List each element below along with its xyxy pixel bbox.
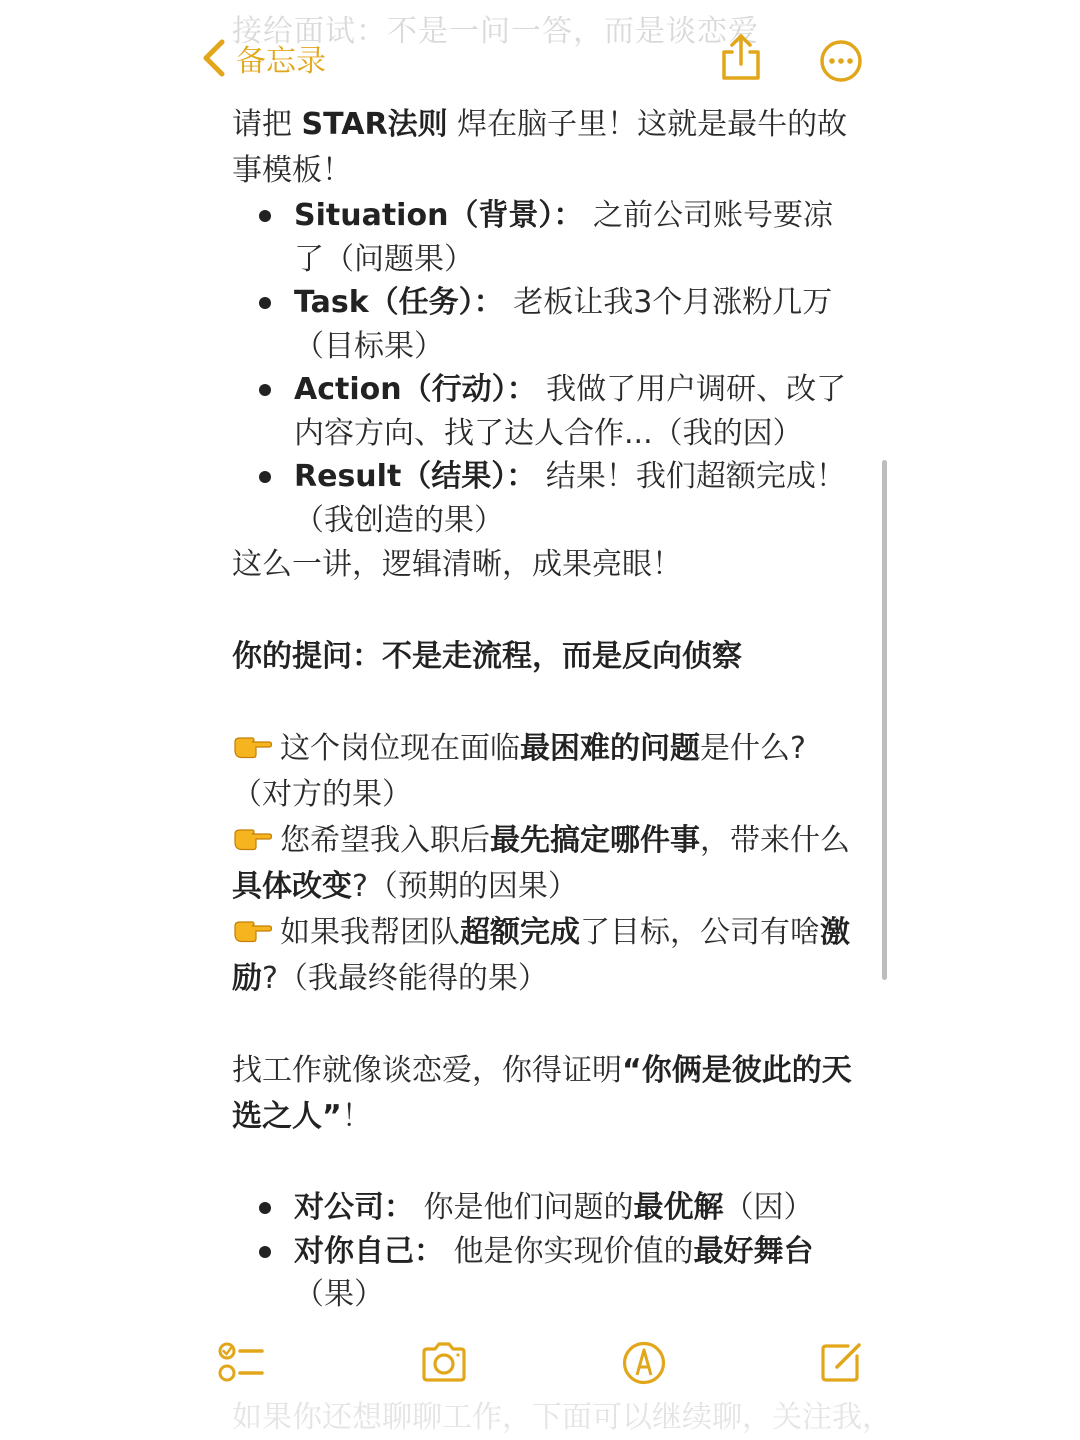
scrollbar[interactable]: [882, 460, 887, 980]
share-icon[interactable]: [718, 32, 764, 82]
back-button[interactable]: [198, 36, 326, 80]
list-item: 对公司： 你是他们问题的最优解（因）: [232, 1186, 862, 1230]
navigation-bar: [0, 0, 1080, 100]
list-item: Action（行动）： 我做了用户调研、改了内容方向、找了达人合作...（我的因）: [232, 368, 862, 455]
compose-icon[interactable]: [818, 1340, 864, 1384]
pointing-hand-icon: [232, 825, 272, 851]
pointing-hand-icon: [232, 733, 272, 759]
list-item: Situation（背景）： 之前公司账号要凉了（问题果）: [232, 194, 862, 281]
section-title: 你的提问：不是走流程，而是反向侦察: [232, 639, 742, 674]
scrolled-title-ghost: 接给面试：不是一问一答，而是谈恋爱: [232, 14, 759, 49]
analogy-text: 找工作就像谈恋爱，你得证明“你俩是彼此的天选之人”！: [232, 1053, 852, 1134]
more-icon[interactable]: [818, 38, 864, 84]
list-item: Task（任务）： 老板让我3个月涨粉几万（目标果）: [232, 281, 862, 368]
star-intro: 请把 STAR法则 焊在脑子里！这就是最牛的故事模板！: [232, 107, 848, 188]
note-body[interactable]: [232, 102, 862, 1310]
star-list: [232, 194, 862, 542]
question-item: 您希望我入职后最先搞定哪件事，带来什么具体改变?（预期的因果）: [232, 823, 850, 904]
chevron-left-icon: [198, 36, 232, 80]
list-item: 对你自己： 他是你实现价值的最好舞台（果）: [232, 1230, 862, 1311]
scrolled-text-ghost: 如果你还想聊聊工作，下面可以继续聊，关注我，: [232, 1400, 892, 1435]
question-item: 这个岗位现在面临最困难的问题是什么?（对方的果）: [232, 731, 806, 812]
list-item: Result（结果）： 结果！我们超额完成！（我创造的果）: [232, 455, 862, 542]
markup-pen-icon[interactable]: [621, 1340, 667, 1386]
bottom-toolbar: [0, 1322, 1080, 1402]
conclusion-list: [232, 1186, 862, 1310]
camera-icon[interactable]: [420, 1340, 468, 1384]
back-label: 备忘录: [236, 44, 326, 79]
checklist-icon[interactable]: [218, 1340, 266, 1384]
question-item: 如果我帮团队超额完成了目标，公司有啥激励?（我最终能得的果）: [232, 915, 850, 996]
summary-text: 这么一讲，逻辑清晰，成果亮眼！: [232, 547, 682, 582]
pointing-hand-icon: [232, 917, 272, 943]
